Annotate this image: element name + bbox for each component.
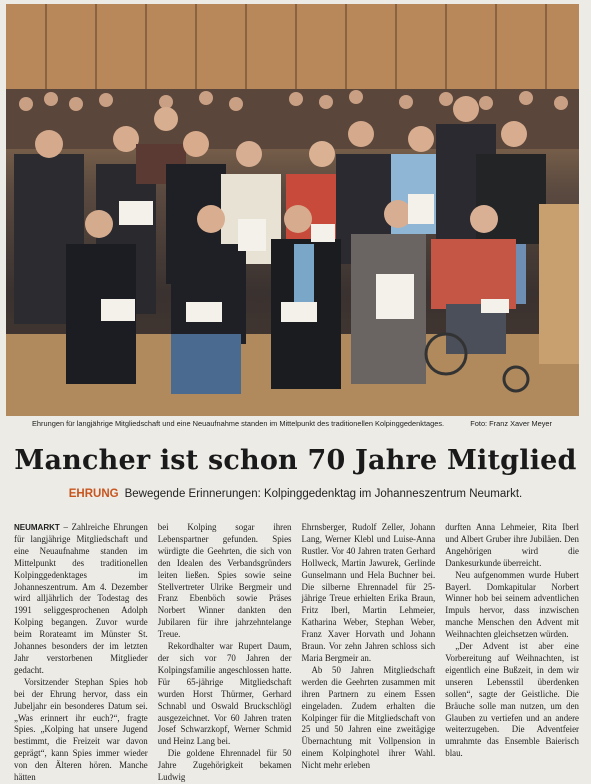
article-column-1 (14, 522, 148, 783)
paragraph: Die goldene Ehrennadel für 50 Jahre Zugehörigkeit bekamen Ludwig (157, 748, 292, 783)
paragraph: durften Anna Lehmeier, Rita Iberl und Albert Gruber ihre Jubiläen. Den Angehörigen wird die Dankesurkunde überreicht. (445, 522, 579, 568)
article-body (14, 522, 579, 783)
article-kicker: EHRUNG (68, 488, 119, 500)
paragraph: Rekordhalter war Rupert Daum, der sich vor 70 Jahren der Kolpingsfamilie angeschlossen hatte. Für 65-jährige Mitgliedschaft wurden Horst Thürmer, Gerhard Schnabl und Oswald Bruckschlögl ausgezeichnet. Vor 60 Jahren traten Josef Schwarzkopf, Werner Schmid und Heinz Lang bei. (157, 641, 292, 747)
article-dateline: NEUMARKT (14, 523, 60, 532)
group-photo-illustration (6, 4, 579, 416)
paragraph-text: – Zahlreiche Ehrungen für langjährige Mitgliedschaft und eine Neuaufnahme standen im Mittelpunkt des traditionellen Kolpinggedenktages im Johanneszentrum. Am 4. Dezember wird alljährlich der Todestag des 1991 seliggesprochenen Adolph Kolping begangen. Zuvor wurde beim Rorateamt im Münster St. Johannes besonders der im letzten Jahr verstorbenen Mitglieder gedacht. (14, 522, 148, 675)
photo-caption-row (32, 419, 552, 428)
article-column-3 (301, 522, 436, 771)
paragraph: Neu aufgenommen wurde Hubert Bayerl. Domkapitular Norbert Winner hob bei seinem adventlichen Impuls hervor, dass inzwischen manche Menschen den Advent mit Weihnachten gleichsetzen würden. (445, 569, 579, 640)
paragraph: „Der Advent ist aber eine Vorbereitung auf Weihnachten, ist eigentlich eine Bußzeit, in dem wir unseren Lebensstil überdenken sollen“, sagte der Geistliche. Die Bräuche solle man nutzen, um den Glauben zu vertiefen und an andere weiterzugeben. Die Adventfeier umrahmte das Ensemble Baierisch blau. (445, 641, 579, 759)
photo-credit: Foto: Franz Xaver Meyer (470, 419, 552, 428)
article-subheadline: Bewegende Erinnerungen: Kolpinggedenktag im Johanneszentrum Neumarkt. (124, 488, 523, 500)
group-photo (6, 4, 579, 416)
paragraph: Vorsitzender Stephan Spies hob bei der Ehrung hervor, dass ein Jubeljahr ein besonderes Datum sei. „Was erinnert ihr euch?“, fragte Spies. „Kolping hat unsere Jugend bestimmt, die Freizeit war davon geprägt“, kann Spies immer wieder von den Älteren hören. Manche hätten (14, 676, 148, 783)
paragraph: Ab 50 Jahren Mitgliedschaft werden die Geehrten zusammen mit ihren Partnern zu einem Essen eingeladen. Zudem erhalten die Kolpinger für die Mitgliedschaft von 25 und 50 Jahren eine zweitägige Übernachtung mit Vollpension in einem Kolpinghotel ihrer Wahl. Nicht mehr erleben (301, 664, 436, 771)
article-column-2 (157, 522, 292, 783)
article-column-4 (445, 522, 579, 759)
article-headline: Mancher ist schon 70 Jahre Mitglied (14, 445, 577, 476)
paragraph: Ehrnsberger, Rudolf Zeller, Johann Lang, Werner Klebl und Luise-Anna Rustler. Vor 40 Jahren traten Gerhard Hollweck, Martin Jawurek, Gerlinde Gunselmann und Hela Buchner bei. Die silberne Ehrennadel für 25-jährige Treue erhielten Erika Braun, Fritz Iberl, Martin Lehmeier, Katharina Weber, Stephan Weber, Franz Xaver Horvath und Johann Braun. Vor zehn Jahren schloss sich Maria Bergmeir an. (301, 522, 436, 663)
article-subheadline-row (0, 488, 591, 500)
paragraph: bei Kolping sogar ihren Lebenspartner gefunden. Spies würdigte die Geehrten, die sich von den Idealen des Verbandsgründers leiten ließen. Spies sowie seine Stellvertreter Ulrike Bergmeir und Franz Ebenböch sowie Präses Norbert Winner dankten den Jubilaren für ihre jahrzehntelange Treue. (157, 522, 292, 640)
photo-caption: Ehrungen für langjährige Mitgliedschaft und eine Neuaufnahme standen im Mittelpunkt des traditionellen Kolpinggedenktages. (32, 419, 445, 428)
paragraph (14, 522, 148, 677)
